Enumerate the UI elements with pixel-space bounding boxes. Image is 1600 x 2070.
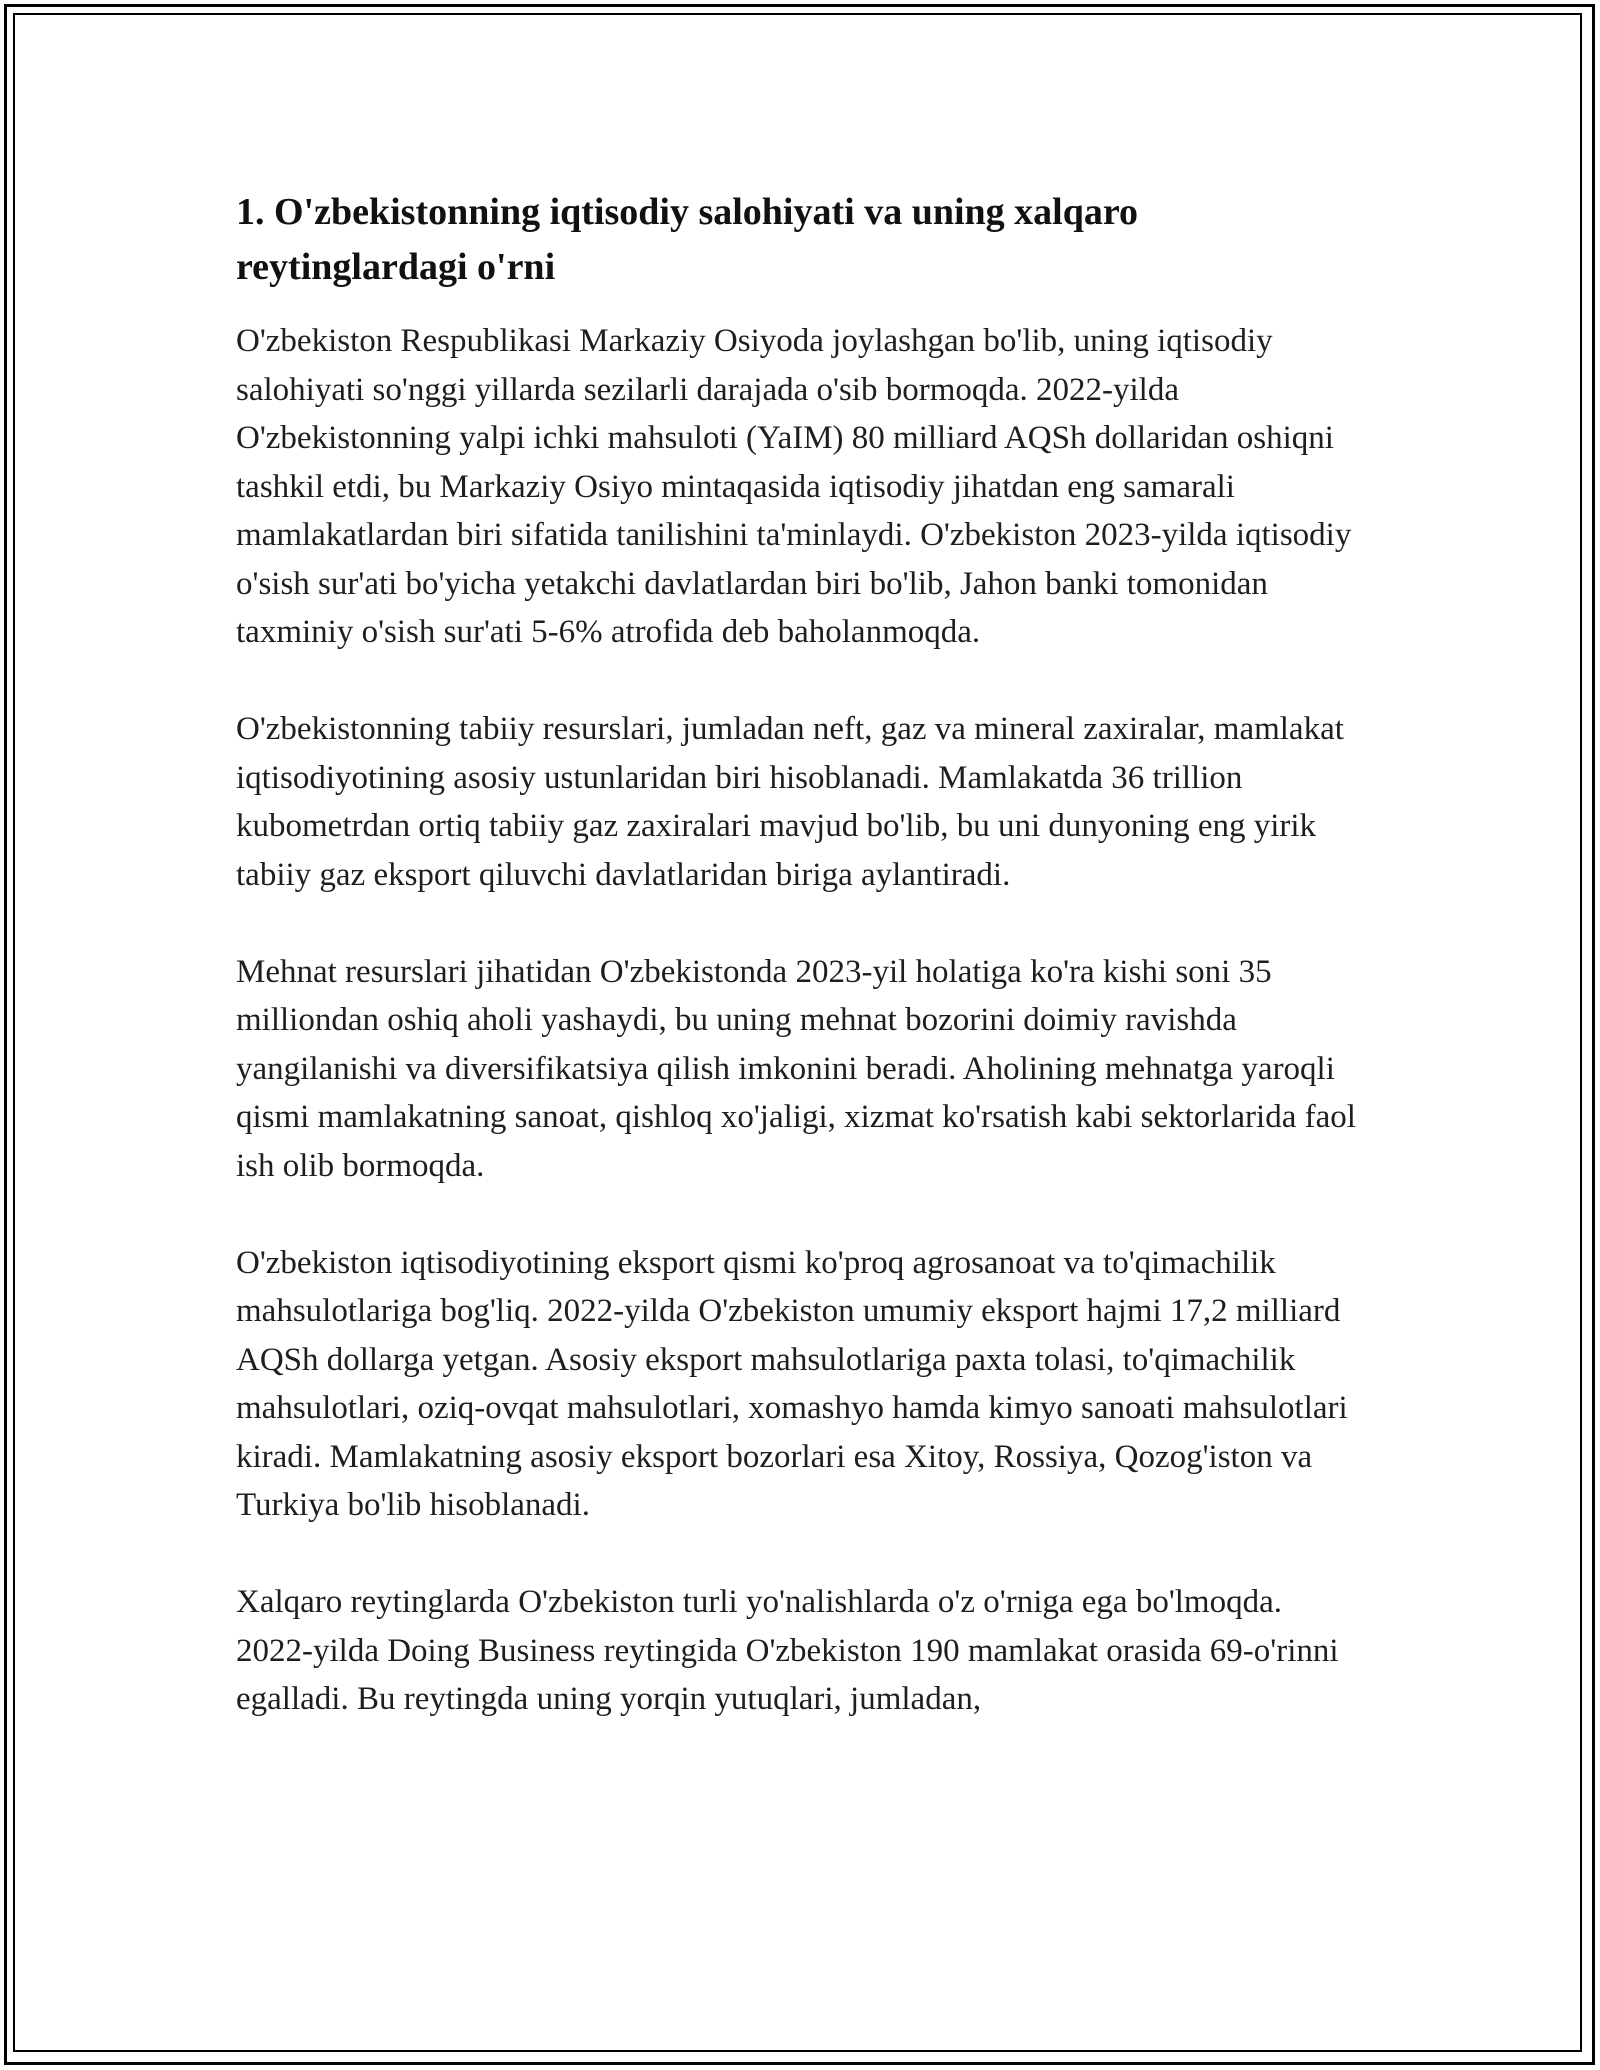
paragraph-exports: O'zbekiston iqtisodiyotining eksport qismi ko'proq agrosanoat va to'qimachilik mahsulotlariga bog'liq. 2022-yilda O'zbekiston umumiy eksport hajmi 17,2 milliard AQSh dollarga yetgan. Asosiy eksport mahsulotlariga paxta tolasi, to'qimachilik mahsulotlari, oziq-ovqat mahsulotlari, xomashyo hamda kimyo sanoati mahsulotlari kiradi. Mamlakatning asosiy eksport bozorlari esa Xitoy, Rossiya, Qozog'iston va Turkiya bo'lib hisoblanadi. [236, 1244, 1348, 1523]
section-heading: 1. O'zbekistonning iqtisodiy salohiyati va uning xalqaro reytinglardagi o'rni [236, 191, 1139, 288]
paragraph-natural-resources: O'zbekistonning tabiiy resurslari, jumladan neft, gaz va mineral zaxiralar, mamlakat iqtisodiyotining asosiy ustunlaridan biri hisoblanadi. Mamlakatda 36 trillion kubometrdan ortiq tabiiy gaz zaxiralari mavjud bo'lib, bu uni dunyoning eng yirik tabiiy gaz eksport qiluvchi davlatlaridan biriga aylantiradi. [236, 711, 1344, 893]
document-body [236, 185, 1366, 1772]
paragraph-economic-potential: O'zbekiston Respublikasi Markaziy Osiyoda joylashgan bo'lib, uning iqtisodiy salohiyati so'nggi yillarda sezilarli darajada o'sib bormoqda. 2022-yilda O'zbekistonning yalpi ichki mahsuloti (YaIM) 80 milliard AQSh dollaridan oshiqni tashkil etdi, bu Markaziy Osiyo mintaqasida iqtisodiy jihatdan eng samarali mamlakatlardan biri sifatida tanilishini ta'minlaydi. O'zbekiston 2023-yilda iqtisodiy o'sish sur'ati bo'yicha yetakchi davlatlardan biri bo'lib, Jahon banki tomonidan taxminiy o'sish sur'ati 5-6% atrofida deb baholanmoqda. [236, 323, 1352, 650]
paragraph-international-ratings: Xalqaro reytinglarda O'zbekiston turli yo'nalishlarda o'z o'rniga ega bo'lmoqda. 2022-yilda Doing Business reytingida O'zbekiston 190 mamlakat orasida 69-o'rinni egalladi. Bu reytingda uning yorqin yutuqlari, jumladan, [236, 1584, 1339, 1717]
paragraph-labor-resources: Mehnat resurslari jihatidan O'zbekistonda 2023-yil holatiga ko'ra kishi soni 35 milliondan oshiq aholi yashaydi, bu uning mehnat bozorini doimiy ravishda yangilanishi va diversifikatsiya qilish imkonini beradi. Aholining mehnatga yaroqli qismi mamlakatning sanoat, qishloq xo'jaligi, xizmat ko'rsatish kabi sektorlarida faol ish olib bormoqda. [236, 953, 1356, 1184]
